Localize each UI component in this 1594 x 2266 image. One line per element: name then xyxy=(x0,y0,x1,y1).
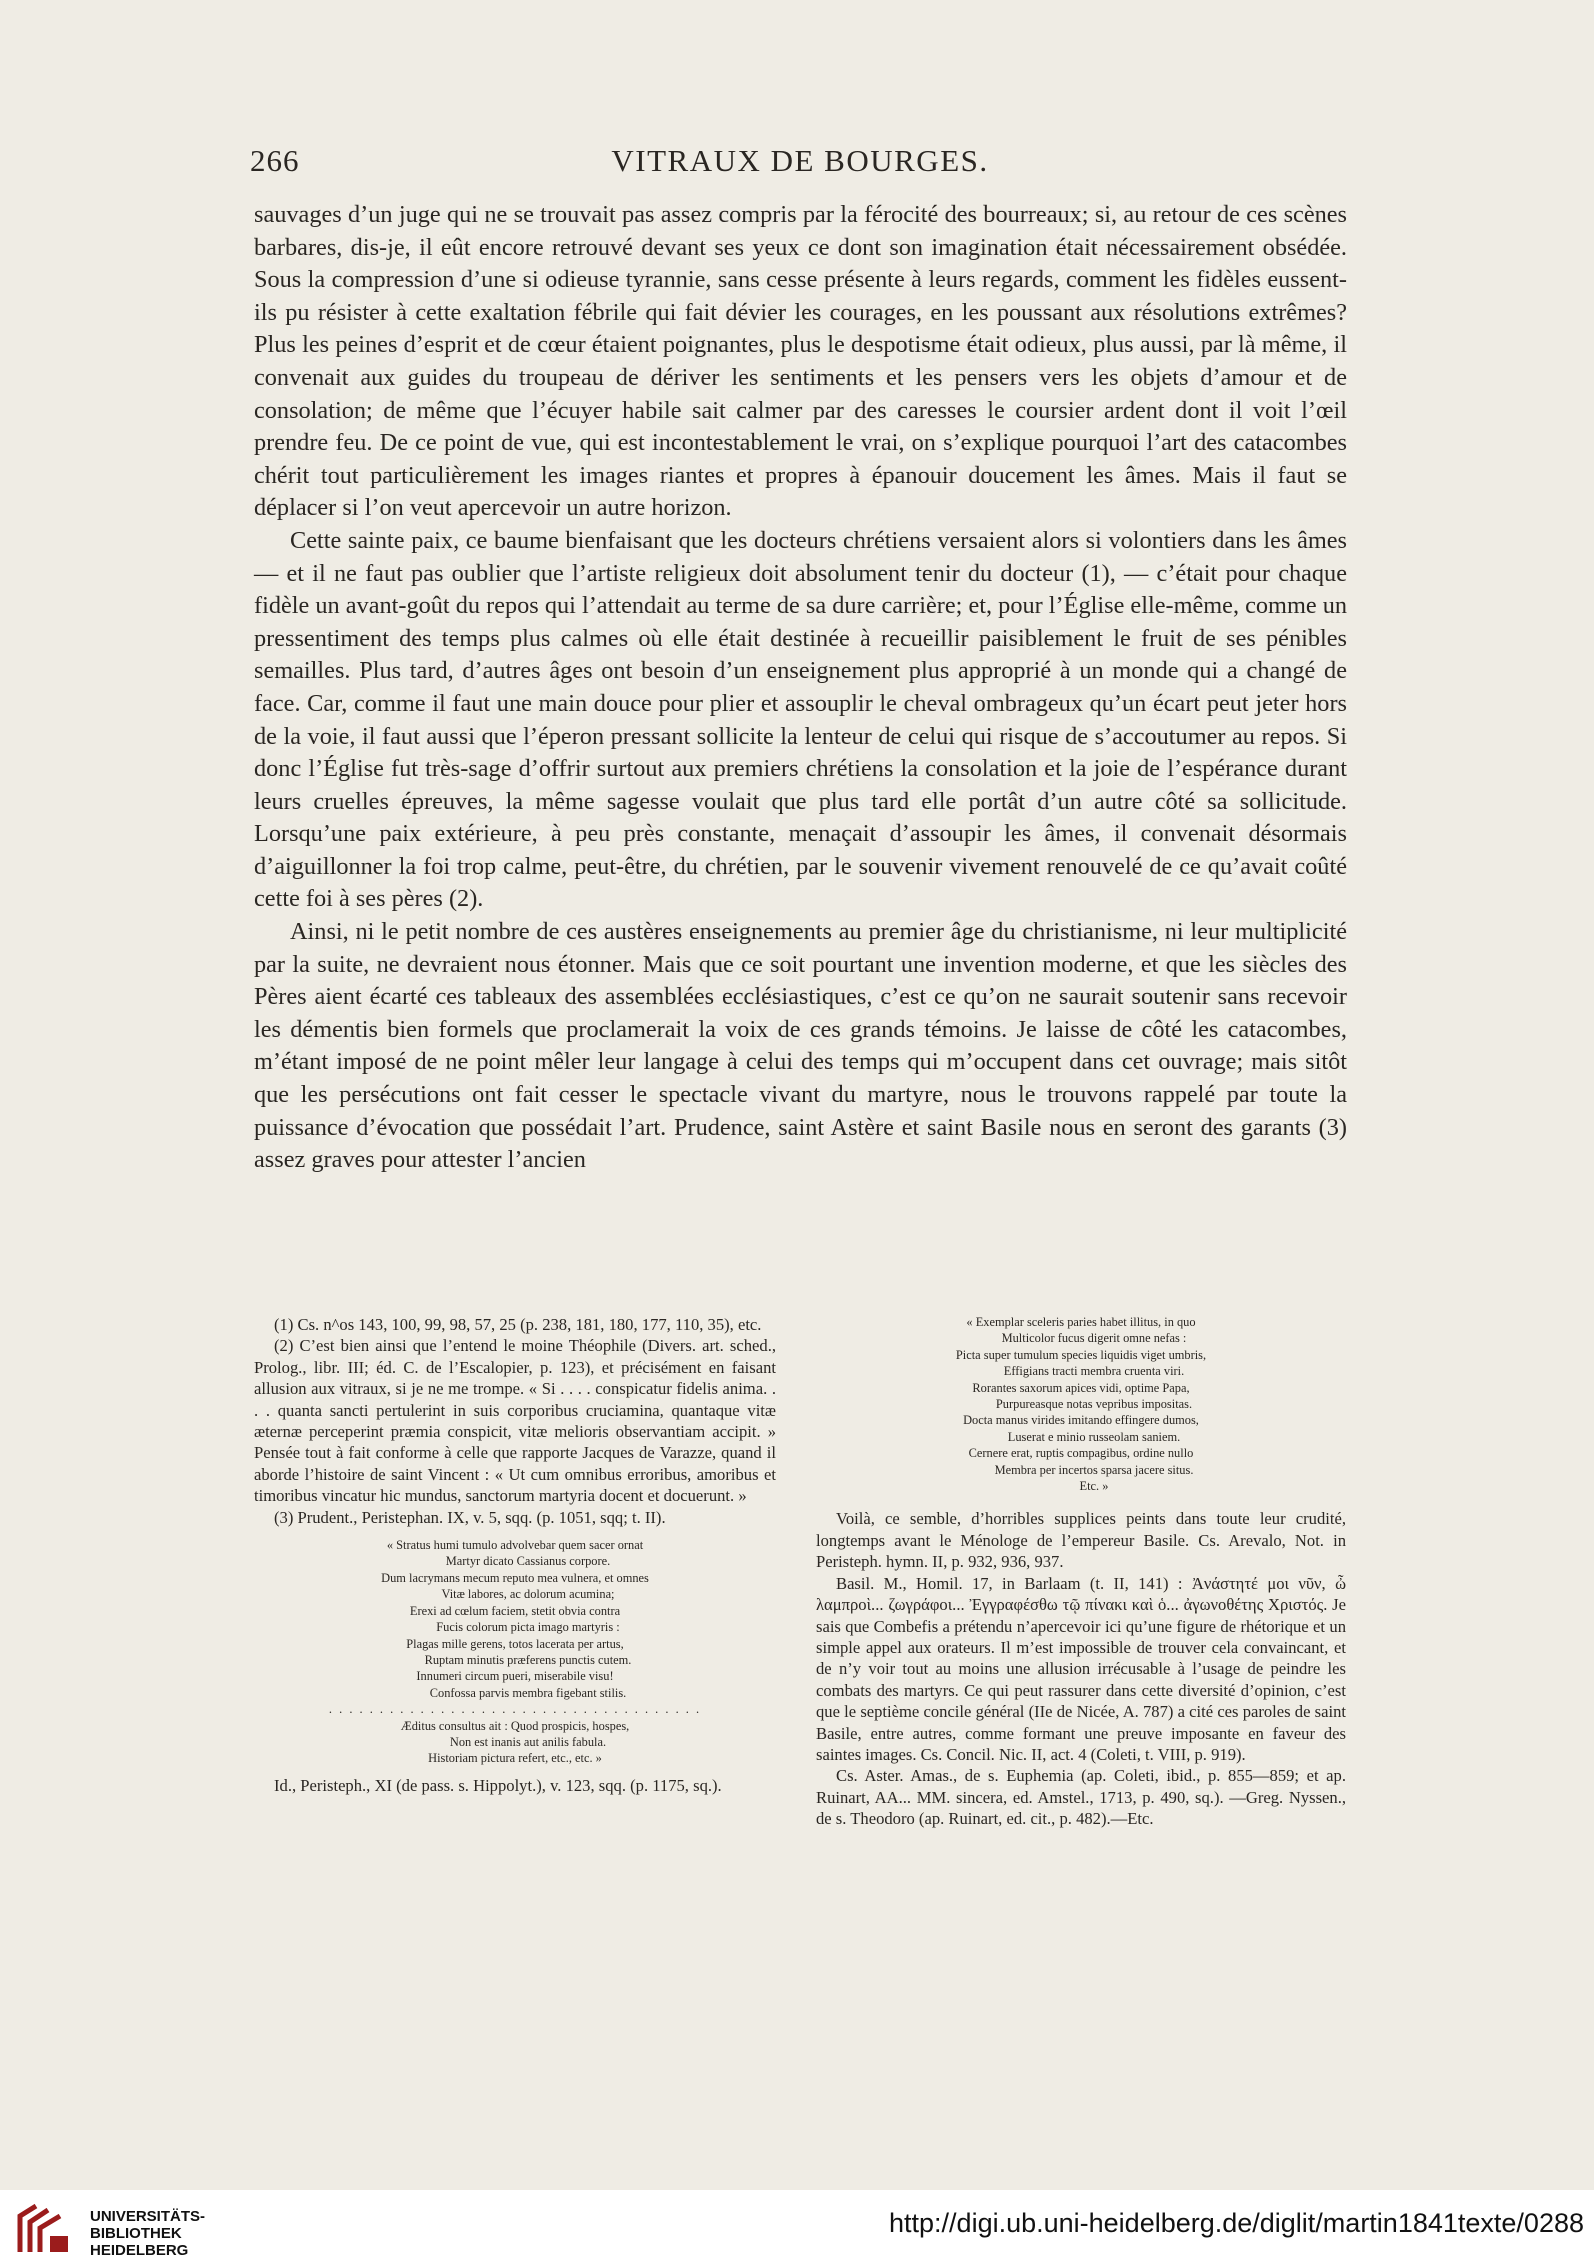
verse-quotation-left xyxy=(254,1537,776,1767)
verse-line: Multicolor fucus digerit omne nefas : xyxy=(1001,1331,1187,1346)
verse-line: Æditus consultus ait : Quod prospicis, hospes, xyxy=(400,1718,630,1733)
verse-line: Vitæ labores, ac dolorum acumina; xyxy=(441,1587,615,1602)
verse-line: Membra per incertos sparsa jacere situs. xyxy=(994,1462,1194,1477)
verse-line: Erexi ad cœlum faciem, stetit obvia contra xyxy=(409,1603,621,1618)
footnote-3: (3) Prudent., Peristephan. IX, v. 5, sqq. (p. 1051, sqq; t. II). xyxy=(274,1507,666,1527)
verse-quotation-right xyxy=(816,1314,1346,1494)
library-name-line: HEIDELBERG xyxy=(90,2242,189,2259)
footnote-1: (1) Cs. n^os 143, 100, 99, 98, 57, 25 (p. 238, 181, 180, 177, 110, 35), etc. xyxy=(274,1315,762,1334)
note-paragraph: Cs. Aster. Amas., de s. Euphemia (ap. Coleti, ibid., p. 855—859; et ap. Ruinart, AA... MM. sincera, ed. Amstel., 1713, p. 490, sq.). —Greg. Nyssen., de s. Theodoro (ap. Ruinart, ed. cit., p. 482).—Etc. xyxy=(816,1766,1346,1829)
paragraph: sauvages d’un juge qui ne se trouvait pas assez compris par la férocité des bourreaux; si, au retour de ces scènes barbares, dis-je, il eût encore retrouvé devant ses yeux ce dont son imagination était nécessairement obsédée. Sous la compression d’une si odieuse tyrannie, sans cesse présente à leurs regards, comment les fidèles eussent-ils pu résister à cette exaltation fébrile qui fait dévier les courages, en les poussant aux résolutions extrêmes? Plus les peines d’esprit et de cœur étaient poignantes, plus le despotisme était odieux, plus aussi, par là même, il convenait aux guides du troupeau de dériver les sentiments et les pensers vers les objets d’amour et de consolation; de même que l’écuyer habile sait calmer par des caresses le coursier ardent dont il voit l’œil prendre feu. De ce point de vue, qui est incontestablement le vrai, on s’explique pourquoi l’art des catacombes chérit tout particulièrement les images riantes et propres à épanouir doucement les âmes. Mais il faut se déplacer si l’on veut apercevoir un autre horizon. xyxy=(254,201,1347,522)
verse-line: Cernere erat, ruptis compagibus, ordine nullo xyxy=(968,1446,1194,1461)
verse-line: Confossa parvis membra figebant stilis. xyxy=(429,1685,627,1700)
note-paragraph: Voilà, ce semble, d’horribles supplices peints dans toute leur crudité, longtemps avant le Ménologe de l’empereur Basile. Cs. Arevalo, Not. in Peristeph. hymn. II, p. 932, 936, 937. xyxy=(816,1509,1346,1572)
running-title: VITRAUX DE BOURGES. xyxy=(611,143,989,178)
verse-line: Martyr dicato Cassianus corpore. xyxy=(445,1554,611,1569)
digitization-footer xyxy=(0,2190,1594,2266)
permalink-url[interactable]: http://digi.ub.uni-heidelberg.de/diglit/martin1841texte/0288 xyxy=(889,2208,1584,2238)
library-name-line: UNIVERSITÄTS- xyxy=(90,2208,206,2225)
verse-line: Non est inanis aut anilis fabula. xyxy=(449,1734,607,1749)
verse-line: Luserat e minio russeolam saniem. xyxy=(1007,1429,1181,1444)
verse-line: Picta super tumulum species liquidis viget umbris, xyxy=(955,1347,1207,1362)
library-name xyxy=(90,2208,205,2259)
verse-line: Rorantes saxorum apices vidi, optime Papa, xyxy=(972,1380,1190,1395)
footnotes-left-column xyxy=(254,1314,776,1796)
verse-line: Plagas mille gerens, totos lacerata per artus, xyxy=(406,1636,624,1651)
note-paragraph: Basil. M., Homil. 17, in Barlaam (t. II, 141) : Ἀνάστητέ μοι νῦν, ὦ λαμπροὶ... ζωγράφοι... Ἐγγραφέσθω τῷ πίνακι καὶ ὁ... ἀγωνοθέτης Χριστός. Je sais que Combefis a prétendu n’apercevoir ici qu’une figure de rhétorique et un simple appel aux orateurs. Il m’est impossible de trouver cela convaincant, et de n’y voir tout au moins une allusion irrécusable à l’usage de peindre les combats des martyrs. Ce qui peut rassurer dans cette diversité d’opinion, c’est que le septième concile général (IIe de Nicée, A. 787) a cité ces paroles de saint Basile, entre autres, comme formant une preuve imposante en faveur des saintes images. Cs. Concil. Nic. II, act. 4 (Coleti, t. VIII, p. 919). xyxy=(816,1573,1346,1764)
paragraph: Ainsi, ni le petit nombre de ces austères enseignements au premier âge du christianisme, ni leur multiplicité par la suite, ne devraient nous étonner. Mais que ce soit pourtant une invention moderne, et que les siècles des Pères aient écarté ces tableaux des assemblées ecclésiastiques, c’est ce qu’on ne saurait soutenir sans recevoir les démentis bien formels que proclamerait la voix de ces grands témoins. Je laisse de côté les catacombes, m’étant imposé de ne point mêler leur langage à celui des temps qui m’occupent dans cet ouvrage; mais sitôt que les persécutions ont fait cesser le spectacle vivant du martyre, nous le trouvons rappelé par toute la puissance d’évocation que possédait l’art. Prudence, saint Astère et saint Basile nous en seront des garants (3) assez graves pour attester l’ancien xyxy=(254,918,1347,1174)
verse-line: Docta manus virides imitando effingere dumos, xyxy=(963,1413,1199,1428)
verse-line: Purpureasque notas vepribus impositas. xyxy=(995,1397,1193,1412)
verse-line: Ruptam minutis præferens punctis cutem. xyxy=(424,1652,632,1667)
verse-line: Fucis colorum picta imago martyris : xyxy=(436,1620,620,1635)
verse-line: Effigians tracti membra cruenta viri. xyxy=(1003,1364,1185,1379)
verse-line: « Exemplar sceleris paries habet illitus, in quo xyxy=(966,1315,1196,1329)
paragraph: Cette sainte paix, ce baume bienfaisant que les docteurs chrétiens versaient alors si volontiers dans les âmes — et il ne faut pas oublier que l’artiste religieux doit absolument tenir du docteur (1), — c’était pour chaque fidèle un avant-goût du repos qui l’attendait au terme de sa dure carrière; et, pour l’Église elle-même, comme un pressentiment des temps plus calmes où elle était destinée à recueillir paisiblement le fruit de ses pénibles semailles. Plus tard, d’autres âges ont besoin d’un enseignement plus approprié à un monde qui a changé de face. Car, comme il faut une main douce pour plier et assouplir le cheval ombrageux qu’un écart peut jeter hors de la voie, il faut aussi que l’éperon pressant sollicite la lenteur de celui qui risque de s’accoutumer au repos. Si donc l’Église fut très-sage d’offrir surtout aux premiers chrétiens la consolation et la joie de l’espérance durant leurs cruelles épreuves, la même sagesse voulait que plus tard elle portât d’un autre côté sa sollicitude. Lorsqu’une paix extérieure, à peu près constante, menaçait d’assoupir les âmes, il convenait désormais d’aiguillonner la foi trop calme, peut-être, du chrétien, par le souvenir vivement renouvelé de ce qu’avait coûté cette foi à ses pères (2). xyxy=(254,526,1347,913)
library-name-line: BIBLIOTHEK xyxy=(90,2225,182,2242)
citation-line: Id., Peristeph., XI (de pass. s. Hippolyt.), v. 123, sqq. (p. 1175, sq.). xyxy=(274,1775,722,1795)
verse-line: Dum lacrymans mecum reputo mea vulnera, et omnes xyxy=(381,1570,649,1585)
verse-line: « Stratus humi tumulo advolvebar quem sacer ornat xyxy=(386,1538,644,1553)
page-number: 266 xyxy=(250,143,300,178)
verse-ellipsis: . . . . . . . . . . . . . . . . . . . . . . . . . . . . . . . . . . . . . xyxy=(328,1702,702,1717)
verse-line: Etc. » xyxy=(1079,1479,1109,1494)
verse-line: Historiam pictura refert, etc., etc. » xyxy=(428,1751,602,1766)
footnote-2: (2) C’est bien ainsi que l’entend le moine Théophile (Divers. art. sched., Prolog., libr. III; éd. C. de l’Escalopier, p. 123), et précisément en faisant allusion aux vitraux, si je ne me trompe. « Si . . . . conspicatur fidelis anima. . . . quanta sancti pertulerint in suis corporibus cruciamina, quantaque vitæ æternæ perceperint præmia conspicit, vitæ melioris observantiam accipit. » Pensée tout à fait conforme à celle que rapporte Jacques de Varazze, quand il aborde l’histoire de saint Vincent : « Ut cum omnibus erroribus, amoribus et timoribus vincatur hic mundus, sanctorum martyria docent et docuerunt. » xyxy=(254,1336,776,1506)
library-logo-icon xyxy=(14,2202,74,2256)
main-text xyxy=(254,199,1347,1177)
verse-line: Innumeri circum pueri, miserabile visu! xyxy=(416,1669,614,1684)
footnotes-right-column xyxy=(816,1314,1346,1830)
running-header xyxy=(250,143,1350,183)
